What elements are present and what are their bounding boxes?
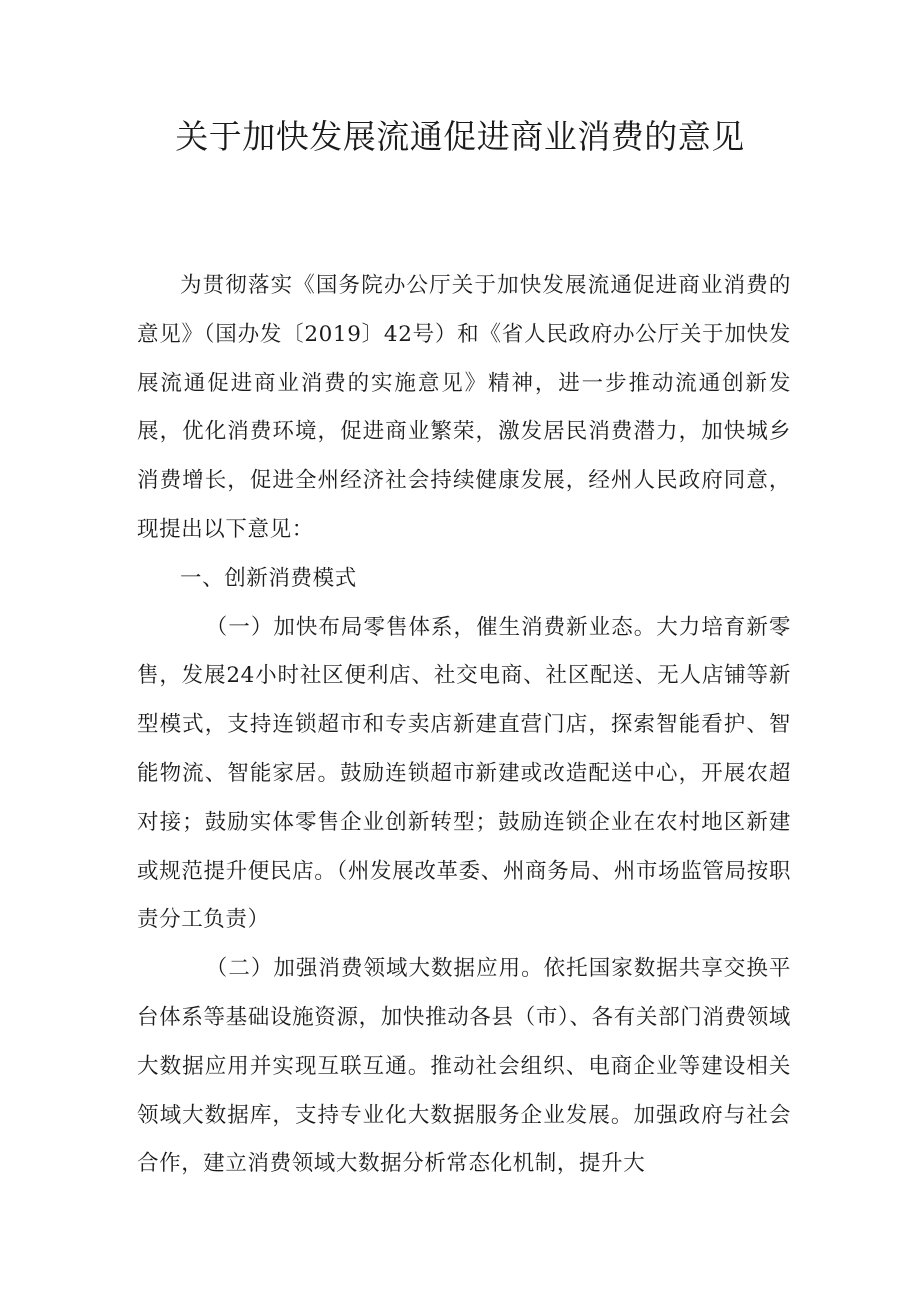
document-title: 关于加快发展流通促进商业消费的意见 (175, 117, 745, 156)
document-body (137, 262, 791, 1189)
body-paragraph: （二）加强消费领域大数据应用。依托国家数据共享交换平台体系等基础设施资源，加快推动各县（市）、各有关部门消费领域大数据应用并实现互联互通。推动社会组织、电商企业等建设相关领域大数据库，支持专业化大数据服务企业发展。加强政府与社会合作，建立消费领域大数据分析常态化机制，提升大 (137, 956, 791, 1177)
intro-paragraph: 为贯彻落实《国务院办公厅关于加快发展流通促进商业消费的意见》（国办发〔2019〕42号）和《省人民政府办公厅关于加快发展流通促进商业消费的实施意见》精神，进一步推动流通创新发展，优化消费环境，促进商业繁荣，激发居民消费潜力，加快城乡消费增长，促进全州经济社会持续健康发展，经州人民政府同意，现提出以下意见： (137, 273, 791, 542)
body-paragraph: （一）加快布局零售体系，催生消费新业态。大力培育新零售，发展24小时社区便利店、社交电商、社区配送、无人店铺等新型模式，支持连锁超市和专卖店新建直营门店，探索智能看护、智能物流、智能家居。鼓励连锁超市新建或改造配送中心，开展农超对接；鼓励实体零售企业创新转型；鼓励连锁企业在农村地区新建或规范提升便民店。（州发展改革委、州商务局、州市场监管局按职责分工负责） (137, 614, 791, 933)
section-heading: 一、创新消费模式 (180, 565, 357, 591)
